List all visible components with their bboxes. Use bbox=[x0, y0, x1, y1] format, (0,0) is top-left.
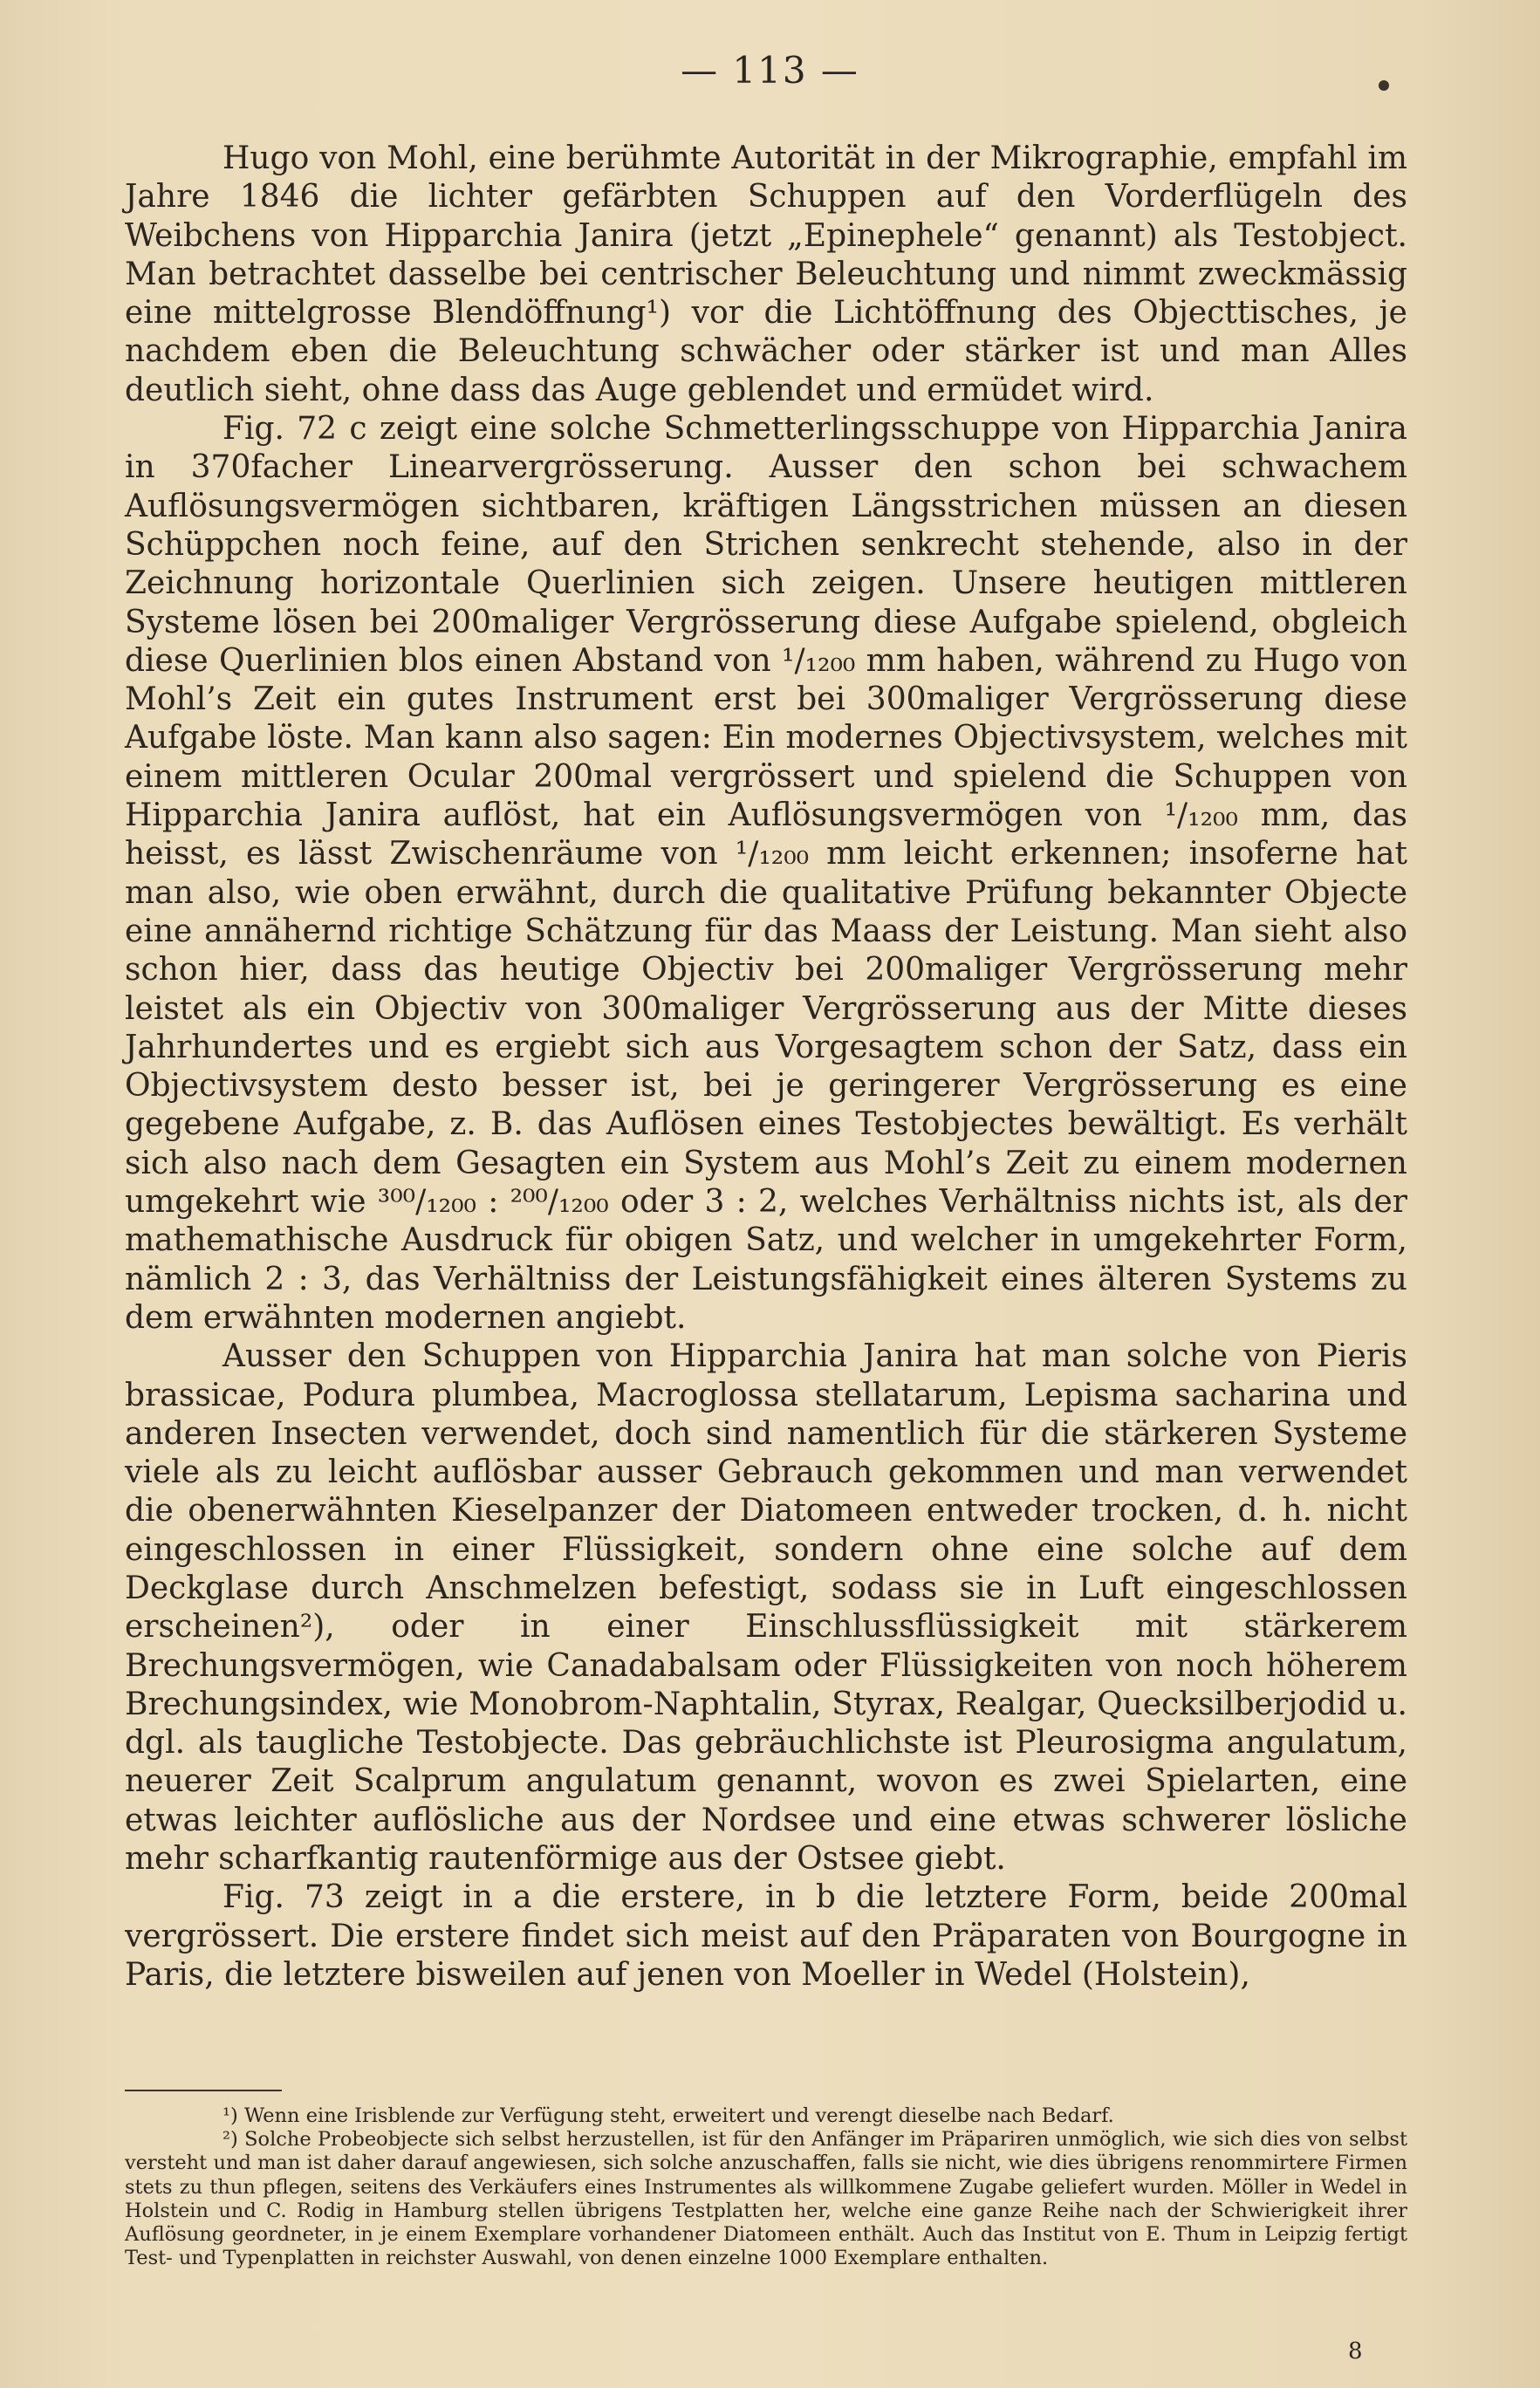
paragraph: Ausser den Schuppen von Hipparchia Janira hat man solche von Pieris brassicae, Podura plumbea, Macroglossa stellatarum, Lepisma sacharina und anderen Insecten verwendet, doch sind namentlich für die stärkeren Systeme viele als zu leicht auflösbar ausser Gebrauch gekommen und man verwendet die obenerwähnten Kieselpanzer der Diatomeen entweder trocken, d. h. nicht eingeschlossen in einer Flüssigkeit, sondern ohne eine solche auf dem Deckglase durch Anschmelzen befestigt, sodass sie in Luft eingeschlossen erscheinen²), oder in einer Einschlussflüssigkeit mit stärkerem Brechungsvermögen, wie Canadabalsam oder Flüssigkeiten von noch höherem Brechungsindex, wie Monobrom-Naphtalin, Styrax, Realgar, Quecksilberjodid u. dgl. als taugliche Testobjecte. Das gebräuchlichste ist Pleurosigma angulatum, neuerer Zeit Scalprum angulatum genannt, wovon es zwei Spielarten, eine etwas leichter auflösliche aus der Nordsee und eine etwas schwerer lösliche mehr scharfkantig rautenförmige aus der Ostsee giebt. bbox=[125, 1338, 1407, 1878]
footnote: ¹) Wenn eine Irisblende zur Verfügung steht, erweitert und verengt dieselbe nach Bedarf. bbox=[222, 2104, 1114, 2127]
page-number: — 113 — bbox=[681, 49, 859, 92]
footnotes bbox=[125, 2104, 1407, 2270]
ink-spot bbox=[1379, 80, 1389, 91]
paragraph: Hugo von Mohl, eine berühmte Autorität in der Mikrographie, empfahl im Jahre 1846 die lichter gefärbten Schuppen auf den Vorderflügeln des Weibchens von Hipparchia Janira (jetzt „Epinephele“ genannt) als Testobject. Man betrachtet dasselbe bei centrischer Beleuchtung und nimmt zweckmässig eine mittelgrosse Blendöffnung¹) vor die Lichtöffnung des Objecttisches, je nachdem eben die Beleuchtung schwächer oder stärker ist und man Alles deutlich sieht, ohne dass das Auge geblendet und ermüdet wird. bbox=[125, 140, 1407, 408]
footnote: ²) Solche Probeobjecte sich selbst herzustellen, ist für den Anfänger im Präpariren unmöglich, wie sich dies von selbst versteht und man ist daher darauf angewiesen, sich solche anzuschaffen, falls sie nicht, wie dies übrigens renommirtere Firmen stets zu thun pflegen, seitens des Verkäufers eines Instrumentes als willkommene Zugabe geliefert wurden. Möller in Wedel in Holstein und C. Rodig in Hamburg stellen übrigens Testplatten her, welche eine ganze Reihe nach der Schwierigkeit ihrer Auflösung geordneter, in je einem Exemplare vorhandener Diatomeen enthält. Auch das Institut von E. Thum in Leipzig fertigt Test- und Typenplatten in reichster Auswahl, von denen einzelne 1000 Exemplare enthalten. bbox=[125, 2128, 1407, 2270]
body-text bbox=[125, 140, 1407, 1995]
signature-mark: 8 bbox=[1348, 2338, 1363, 2364]
paragraph: Fig. 73 zeigt in a die erstere, in b die letztere Form, beide 200mal vergrössert. Die erstere findet sich meist auf den Präparaten von Bourgogne in Paris, die letztere bisweilen auf jenen von Moeller in Wedel (Holstein), bbox=[125, 1879, 1407, 1993]
footnote-rule bbox=[125, 2090, 282, 2091]
paragraph: Fig. 72 c zeigt eine solche Schmetterlingsschuppe von Hipparchia Janira in 370facher Linearvergrösserung. Ausser den schon bei schwachem Auflösungsvermögen sichtbaren, kräftigen Längsstrichen müssen an diesen Schüppchen noch feine, auf den Strichen senkrecht stehende, also in der Zeichnung horizontale Querlinien sich zeigen. Unsere heutigen mittleren Systeme lösen bei 200maliger Vergrösserung diese Aufgabe spielend, obgleich diese Querlinien blos einen Abstand von ¹/₁₂₀₀ mm haben, während zu Hugo von Mohl’s Zeit ein gutes Instrument erst bei 300maliger Vergrösserung diese Aufgabe löste. Man kann also sagen: Ein modernes Objectivsystem, welches mit einem mittleren Ocular 200mal vergrössert und spielend die Schuppen von Hipparchia Janira auflöst, hat ein Auflösungsvermögen von ¹/₁₂₀₀ mm, das heisst, es lässt Zwischenräume von ¹/₁₂₀₀ mm leicht erkennen; insoferne hat man also, wie oben erwähnt, durch die qualitative Prüfung bekannter Objecte eine annähernd richtige Schätzung für das Maass der Leistung. Man sieht also schon hier, dass das heutige Objectiv bei 200maliger Vergrösserung mehr leistet als ein Objectiv von 300maliger Vergrösserung aus der Mitte dieses Jahrhundertes und es ergiebt sich aus Vorgesagtem schon der Satz, dass ein Objectivsystem desto besser ist, bei je geringerer Vergrösserung es eine gegebene Aufgabe, z. B. das Auflösen eines Testobjectes bewältigt. Es verhält sich also nach dem Gesagten ein System aus Mohl’s Zeit zu einem modernen umgekehrt wie ³⁰⁰/₁₂₀₀ : ²⁰⁰/₁₂₀₀ oder 3 : 2, welches Verhältniss nichts ist, als der mathemathische Ausdruck für obigen Satz, und welcher in umgekehrter Form, nämlich 2 : 3, das Verhältniss der Leistungsfähigkeit eines älteren Systems zu dem erwähnten modernen angiebt. bbox=[125, 411, 1407, 1336]
